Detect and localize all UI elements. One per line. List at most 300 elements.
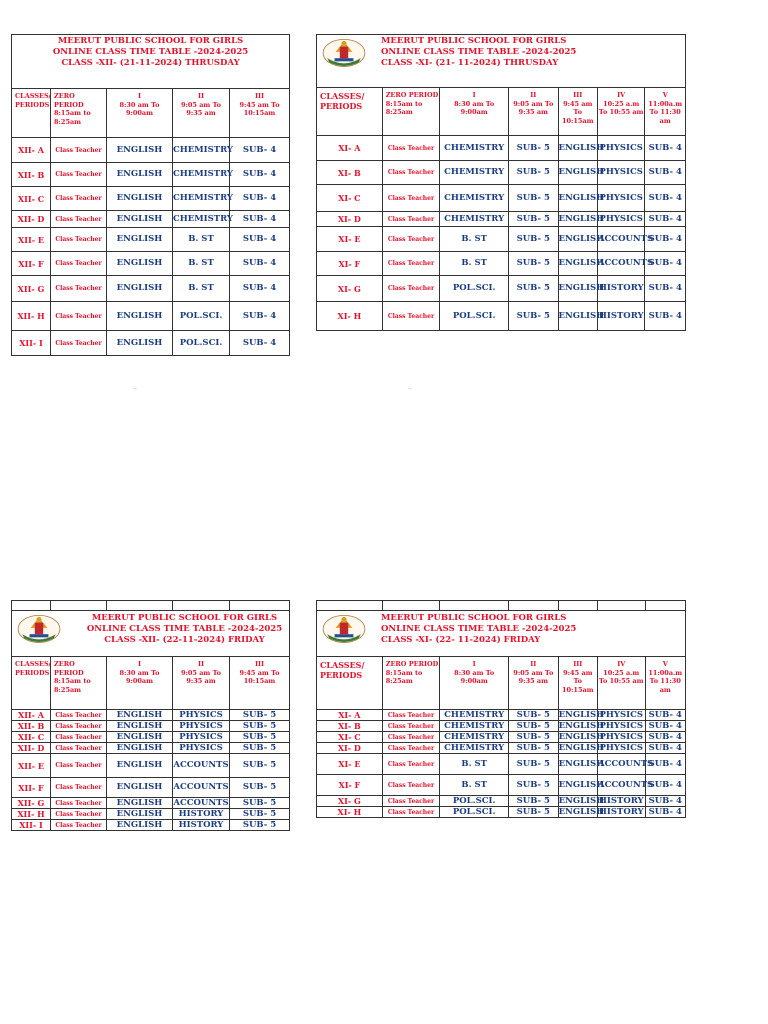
class-label: XII- H xyxy=(12,809,51,820)
table-row xyxy=(12,276,290,302)
subject-cell: SUB- 4 xyxy=(645,161,686,185)
subject-cell: SUB- 4 xyxy=(645,796,686,807)
period-time: 8:30 am To 9:00am xyxy=(119,100,160,117)
table-row xyxy=(12,138,290,163)
class-label: XI- G xyxy=(317,796,383,807)
school-name: MEERUT PUBLIC SCHOOL FOR GIRLS xyxy=(91,613,278,623)
class-label: XII- C xyxy=(12,187,51,211)
subject-cell: ENGLISH xyxy=(107,138,173,163)
subject-cell: B. ST xyxy=(173,276,230,302)
zero-period-cell: Class Teacher xyxy=(382,721,440,732)
period-number: V xyxy=(662,91,668,99)
class-label: XI- C xyxy=(317,732,383,743)
period-number: I xyxy=(137,92,142,100)
subject-cell: CHEMISTRY xyxy=(440,710,509,721)
subject-cell: SUB- 4 xyxy=(645,775,686,796)
subject-cell: SUB- 5 xyxy=(509,732,559,743)
school-name: MEERUT PUBLIC SCHOOL FOR GIRLS xyxy=(381,36,567,46)
zero-period-cell: Class Teacher xyxy=(382,754,440,775)
table-row xyxy=(317,185,686,212)
subject-cell: SUB- 4 xyxy=(230,228,290,252)
table-row xyxy=(317,732,686,743)
class-label: XI- E xyxy=(317,754,383,775)
table-row xyxy=(317,775,686,796)
subject-cell: ENGLISH xyxy=(107,721,173,732)
period-header xyxy=(645,88,686,136)
class-date-line: CLASS -XII- (21-11-2024) THRUSDAY xyxy=(61,58,240,68)
subject-cell: ACCOUNTS xyxy=(598,754,646,775)
period-time: 11:00a.m To 11:30 am xyxy=(648,668,683,694)
subject-cell: SUB- 5 xyxy=(509,807,559,818)
subject-cell: POL.SCI. xyxy=(440,807,509,818)
subject-cell: ENGLISH xyxy=(107,778,173,798)
subject-cell: SUB- 5 xyxy=(509,302,559,331)
subject-cell: CHEMISTRY xyxy=(440,743,509,754)
class-label: XI- H xyxy=(317,302,383,331)
period-number: I xyxy=(472,91,476,99)
class-date-line: CLASS -XI- (21- 11-2024) THRUSDAY xyxy=(381,58,559,68)
subject-cell: ENGLISH xyxy=(107,710,173,721)
subject-cell: PHYSICS xyxy=(597,185,645,212)
subject-cell: SUB- 4 xyxy=(645,721,686,732)
spacer-cell xyxy=(230,601,290,611)
class-label: XI- C xyxy=(317,185,383,212)
period-time: 9:05 am To 9:35 am xyxy=(180,668,221,685)
period-header xyxy=(107,89,173,138)
subject-cell: ENGLISH xyxy=(558,720,605,731)
zero-period-cell: Class Teacher xyxy=(51,302,107,331)
table-row xyxy=(317,754,686,775)
subject-cell: SUB- 4 xyxy=(230,276,290,302)
timetable-header xyxy=(317,611,686,657)
table-row xyxy=(12,302,290,331)
subject-cell: SUB- 4 xyxy=(230,211,290,228)
period-number: V xyxy=(662,660,668,668)
period-time: 9:45 am To 10:15am xyxy=(239,668,280,685)
period-header xyxy=(597,88,645,136)
period-number: II xyxy=(530,660,537,668)
class-label: XII- G xyxy=(12,798,51,809)
period-number: III xyxy=(573,660,583,668)
zero-period-cell: Class Teacher xyxy=(382,252,440,276)
subject-cell: ENGLISH xyxy=(107,732,173,743)
period-time: 8:30 am To 9:00am xyxy=(454,99,495,116)
subject-cell: ENGLISH xyxy=(107,743,173,754)
subject-cell: SUB- 5 xyxy=(509,710,559,721)
subject-cell: PHYSICS xyxy=(173,721,230,732)
subject-cell: CHEMISTRY xyxy=(173,211,230,228)
spacer-cell xyxy=(12,601,51,611)
table-row xyxy=(12,252,290,276)
period-time: 8:30 am To 9:00am xyxy=(119,668,160,685)
class-label: XI- B xyxy=(317,161,383,185)
zero-period-cell: Class Teacher xyxy=(51,743,107,754)
subject-cell: PHYSICS xyxy=(597,161,645,185)
class-label: XII- I xyxy=(12,331,51,356)
zero-period-cell: Class Teacher xyxy=(51,228,107,252)
class-label: XII- F xyxy=(12,252,51,276)
subject-cell: SUB- 5 xyxy=(230,754,290,778)
table-row xyxy=(12,798,290,809)
subject-cell: ENGLISH xyxy=(558,161,597,185)
subject-cell: HISTORY xyxy=(597,302,645,331)
school-name: MEERUT PUBLIC SCHOOL FOR GIRLS xyxy=(381,613,567,623)
subject-cell: SUB- 4 xyxy=(645,136,686,161)
subject-cell: HISTORY xyxy=(173,809,230,820)
subject-cell: SUB- 5 xyxy=(230,710,290,721)
period-header xyxy=(558,88,597,136)
subject-cell: SUB- 5 xyxy=(230,809,290,820)
class-label: XI- G xyxy=(317,276,383,302)
class-label: XII- E xyxy=(12,754,51,778)
subject-cell: SUB- 4 xyxy=(645,212,686,227)
period-number: I xyxy=(472,660,476,668)
subject-cell: ENGLISH xyxy=(558,775,597,796)
subject-cell: CHEMISTRY xyxy=(173,163,230,187)
subject-cell: SUB- 4 xyxy=(645,276,686,302)
class-label: XII- H xyxy=(12,302,51,331)
subject-cell: ENGLISH xyxy=(558,754,597,775)
subject-cell: SUB- 5 xyxy=(230,743,290,754)
subject-cell: SUB- 4 xyxy=(645,252,686,276)
zero-period-cell: Class Teacher xyxy=(51,252,107,276)
subject-cell: ENGLISH xyxy=(107,228,173,252)
timetable-xii-friday xyxy=(11,600,290,831)
table-row xyxy=(12,228,290,252)
subject-cell: POL.SCI. xyxy=(440,796,509,807)
classes-periods-header: CLASSES/ PERIODS xyxy=(317,657,383,710)
period-time: 10:25 a.m To 10:55 am xyxy=(598,668,644,685)
subject-cell: ENGLISH xyxy=(107,252,173,276)
table-row xyxy=(317,743,686,754)
period-number: II xyxy=(530,91,537,99)
subject-cell: SUB- 4 xyxy=(230,331,290,356)
period-header xyxy=(173,657,230,710)
class-label: XI- H xyxy=(317,807,383,818)
zero-period-cell: Class Teacher xyxy=(51,710,107,721)
class-label: XII- C xyxy=(12,732,51,743)
subject-cell: ENGLISH xyxy=(107,754,173,778)
subject-cell: SUB- 4 xyxy=(645,743,686,754)
zero-period-cell: Class Teacher xyxy=(382,212,440,227)
subject-cell: ENGLISH xyxy=(558,252,597,276)
zero-period-cell: Class Teacher xyxy=(382,732,440,743)
subject-cell: SUB- 4 xyxy=(645,302,686,331)
subject-cell: HISTORY xyxy=(598,806,644,817)
table-row xyxy=(317,212,686,227)
period-time: 9:45 am To 10:15am xyxy=(561,668,594,694)
subject-cell: SUB- 5 xyxy=(230,820,290,831)
table-row xyxy=(12,721,290,732)
period-header xyxy=(230,89,290,138)
period-time: 11:00a.m To 11:30 am xyxy=(648,99,683,125)
period-number: I xyxy=(137,660,142,668)
subject-cell: HISTORY xyxy=(598,795,644,806)
table-row xyxy=(12,710,290,721)
subject-cell: ACCOUNTS xyxy=(173,797,229,808)
period-header xyxy=(173,89,230,138)
zero-period-cell: Class Teacher xyxy=(382,796,440,807)
zero-period-cell: Class Teacher xyxy=(382,227,440,252)
subject-cell: CHEMISTRY xyxy=(440,721,509,732)
subject-cell: PHYSICS xyxy=(597,136,645,161)
table-row xyxy=(317,276,686,302)
subject-cell: B. ST xyxy=(173,252,230,276)
subject-cell: ENGLISH xyxy=(107,798,173,809)
period-time: 9:45 am To 10:15am xyxy=(561,99,594,125)
zero-period-cell: Class Teacher xyxy=(51,754,107,778)
classes-periods-header: CLASSES/ PERIODS xyxy=(317,88,383,136)
period-time: 9:05 am To 9:35 am xyxy=(513,668,554,685)
subject-cell: SUB- 4 xyxy=(645,754,686,775)
table-row xyxy=(12,809,290,820)
subject-cell: SUB- 5 xyxy=(509,754,559,775)
period-header xyxy=(598,657,646,710)
subject-cell: HISTORY xyxy=(173,820,230,831)
class-label: XI- B xyxy=(317,721,383,732)
subject-cell: PHYSICS xyxy=(597,212,645,227)
table-row xyxy=(12,732,290,743)
subject-cell: CHEMISTRY xyxy=(440,161,509,185)
subject-cell: ENGLISH xyxy=(107,820,173,831)
table-row xyxy=(317,227,686,252)
spacer-cell xyxy=(598,601,646,611)
class-label: XI- F xyxy=(317,775,383,796)
zero-period-cell: Class Teacher xyxy=(51,732,107,743)
spacer-cell xyxy=(440,601,509,611)
subject-cell: POL.SCI. xyxy=(440,276,509,302)
school-crest-logo xyxy=(321,613,367,647)
class-label: XI- D xyxy=(317,743,383,754)
subject-cell: SUB- 4 xyxy=(230,252,290,276)
zero-period-cell: Class Teacher xyxy=(51,276,107,302)
table-row xyxy=(12,778,290,798)
timetable-xi-friday xyxy=(316,600,686,818)
zero-period-cell: Class Teacher xyxy=(382,710,440,721)
spacer-cell xyxy=(317,601,383,611)
class-date-line: CLASS -XII- (22-11-2024) FRIDAY xyxy=(104,635,265,645)
subject-cell: PHYSICS xyxy=(173,710,230,721)
period-time: 9:45 am To 10:15am xyxy=(239,100,280,117)
table-row xyxy=(12,187,290,211)
school-crest-logo xyxy=(16,613,62,647)
subject-cell: CHEMISTRY xyxy=(173,138,230,163)
subject-cell: PHYSICS xyxy=(599,742,643,753)
subject-cell: ENGLISH xyxy=(107,331,173,356)
subject-cell: ENGLISH xyxy=(558,136,597,161)
class-label: XII- A xyxy=(12,710,51,721)
subject-cell: ENGLISH xyxy=(107,187,173,211)
zero-period-cell: Class Teacher xyxy=(382,185,440,212)
subject-cell: SUB- 4 xyxy=(645,227,686,252)
subject-cell: ENGLISH xyxy=(558,742,605,753)
period-number: III xyxy=(254,660,265,668)
table-row xyxy=(317,807,686,818)
spacer-cell xyxy=(509,601,559,611)
subject-cell: ACCOUNTS xyxy=(597,227,645,252)
timetable-header xyxy=(12,35,290,89)
zero-period-cell: Class Teacher xyxy=(51,187,107,211)
subject-cell: SUB- 5 xyxy=(230,778,290,798)
subject-cell: PHYSICS xyxy=(599,731,643,742)
zero-period-cell: Class Teacher xyxy=(382,807,440,818)
subject-cell: ENGLISH xyxy=(107,276,173,302)
zero-period-cell: Class Teacher xyxy=(382,276,440,302)
table-row xyxy=(12,163,290,187)
subject-cell: SUB- 5 xyxy=(509,252,559,276)
subject-cell: SUB- 5 xyxy=(509,161,559,185)
subject-cell: CHEMISTRY xyxy=(440,732,509,743)
subject-cell: POL.SCI. xyxy=(173,331,230,356)
period-header xyxy=(440,88,509,136)
zero-period-cell: Class Teacher xyxy=(51,809,107,820)
class-label: XII- D xyxy=(12,211,51,228)
subject-cell: SUB- 5 xyxy=(509,185,559,212)
subject-cell: PHYSICS xyxy=(599,709,643,720)
zero-period-cell: Class Teacher xyxy=(382,302,440,331)
class-label: XI- F xyxy=(317,252,383,276)
zero-period-cell: Class Teacher xyxy=(51,211,107,228)
subject-cell: POL.SCI. xyxy=(173,302,230,331)
school-crest-logo xyxy=(321,37,367,71)
class-label: XII- E xyxy=(12,228,51,252)
class-label: XII- F xyxy=(12,778,51,798)
subject-cell: ENGLISH xyxy=(558,795,605,806)
subject-cell: B. ST xyxy=(440,775,509,796)
table-row xyxy=(317,302,686,331)
zero-period-cell: Class Teacher xyxy=(51,721,107,732)
table-row xyxy=(317,252,686,276)
zero-period-cell: Class Teacher xyxy=(382,136,440,161)
timetable-xii-thursday xyxy=(11,34,290,356)
subject-cell: SUB- 4 xyxy=(230,163,290,187)
subject-cell: SUB- 5 xyxy=(509,276,559,302)
zero-period-cell: Class Teacher xyxy=(382,743,440,754)
subject-cell: B. ST xyxy=(173,228,230,252)
class-label: XI- A xyxy=(317,136,383,161)
class-label: XI- D xyxy=(317,212,383,227)
period-header xyxy=(509,657,559,710)
subject-cell: CHEMISTRY xyxy=(440,136,509,161)
subject-cell: CHEMISTRY xyxy=(173,187,230,211)
classes-periods-header: CLASSES/ PERIODS xyxy=(12,89,51,138)
zero-period-cell: Class Teacher xyxy=(382,775,440,796)
subject-cell: SUB- 5 xyxy=(509,775,559,796)
zero-period-header: ZERO PERIOD 8:15am to 8:25am xyxy=(382,88,440,136)
period-header xyxy=(440,657,509,710)
class-date-line: CLASS -XI- (22- 11-2024) FRIDAY xyxy=(381,635,541,645)
period-number: II xyxy=(197,92,205,100)
timetable-xi-thursday xyxy=(316,34,686,331)
class-label: XII- B xyxy=(12,721,51,732)
zero-period-cell: Class Teacher xyxy=(51,138,107,163)
classes-periods-header: CLASSES/ PERIODS xyxy=(12,657,51,710)
spacer-cell xyxy=(51,601,107,611)
zero-period-cell: Class Teacher xyxy=(51,163,107,187)
class-label: XII- D xyxy=(12,743,51,754)
spacer-cell xyxy=(558,601,597,611)
table-row xyxy=(12,820,290,831)
period-time: 9:05 am To 9:35 am xyxy=(180,100,221,117)
zero-period-cell: Class Teacher xyxy=(51,820,107,831)
class-label: XII- A xyxy=(12,138,51,163)
period-time: 10:25 a.m To 10:55 am xyxy=(598,99,644,116)
subject-cell: SUB- 4 xyxy=(645,807,686,818)
subject-cell: ENGLISH xyxy=(107,163,173,187)
subject-cell: B. ST xyxy=(440,754,509,775)
subject-cell: ENGLISH xyxy=(558,185,597,212)
timetable-subtitle: ONLINE CLASS TIME TABLE -2024-2025 xyxy=(52,47,249,57)
subject-cell: SUB- 4 xyxy=(645,732,686,743)
zero-period-cell: Class Teacher xyxy=(51,778,107,798)
subject-cell: ACCOUNTS xyxy=(173,778,230,798)
subject-cell: ACCOUNTS xyxy=(173,754,230,778)
subject-cell: SUB- 5 xyxy=(509,227,559,252)
subject-cell: SUB- 5 xyxy=(509,796,559,807)
period-header xyxy=(230,657,290,710)
subject-cell: SUB- 5 xyxy=(230,798,290,809)
subject-cell: ACCOUNTS xyxy=(597,252,645,276)
period-time: 9:05 am To 9:35 am xyxy=(513,99,554,116)
subject-cell: ACCOUNTS xyxy=(598,775,646,796)
table-row xyxy=(12,743,290,754)
subject-cell: ENGLISH xyxy=(558,227,597,252)
table-row xyxy=(317,796,686,807)
table-row xyxy=(12,211,290,228)
page-mark: – xyxy=(133,384,137,393)
table-row xyxy=(317,161,686,185)
subject-cell: ENGLISH xyxy=(107,302,173,331)
subject-cell: SUB- 4 xyxy=(645,185,686,212)
subject-cell: ENGLISH xyxy=(558,276,597,302)
period-header xyxy=(107,657,173,710)
subject-cell: SUB- 5 xyxy=(509,136,559,161)
table-row xyxy=(12,754,290,778)
subject-cell: SUB- 4 xyxy=(230,187,290,211)
zero-period-cell: Class Teacher xyxy=(51,331,107,356)
period-number: III xyxy=(573,91,583,99)
subject-cell: ENGLISH xyxy=(107,809,173,820)
timetable-subtitle: ONLINE CLASS TIME TABLE -2024-2025 xyxy=(86,624,283,634)
timetable-header xyxy=(317,35,686,88)
class-label: XII- I xyxy=(12,820,51,831)
spacer-cell xyxy=(173,601,230,611)
subject-cell: ENGLISH xyxy=(558,302,597,331)
spacer-cell xyxy=(645,601,686,611)
subject-cell: POL.SCI. xyxy=(440,302,509,331)
class-label: XII- B xyxy=(12,163,51,187)
page-mark: – xyxy=(408,384,412,393)
subject-cell: SUB- 4 xyxy=(230,138,290,163)
subject-cell: CHEMISTRY xyxy=(440,185,509,212)
table-row xyxy=(317,710,686,721)
subject-cell: ENGLISH xyxy=(558,806,605,817)
subject-cell: B. ST xyxy=(440,252,509,276)
subject-cell: HISTORY xyxy=(597,276,645,302)
subject-cell: SUB- 5 xyxy=(509,721,559,732)
spacer-cell xyxy=(382,601,440,611)
subject-cell: B. ST xyxy=(440,227,509,252)
subject-cell: SUB- 4 xyxy=(230,302,290,331)
zero-period-header: ZERO PERIOD 8:15am to 8:25am xyxy=(382,657,440,710)
period-number: II xyxy=(197,660,205,668)
subject-cell: PHYSICS xyxy=(599,720,643,731)
class-label: XII- G xyxy=(12,276,51,302)
subject-cell: SUB- 5 xyxy=(230,732,290,743)
subject-cell: SUB- 5 xyxy=(509,743,559,754)
period-header xyxy=(645,657,686,710)
period-time: 8:30 am To 9:00am xyxy=(454,668,495,685)
